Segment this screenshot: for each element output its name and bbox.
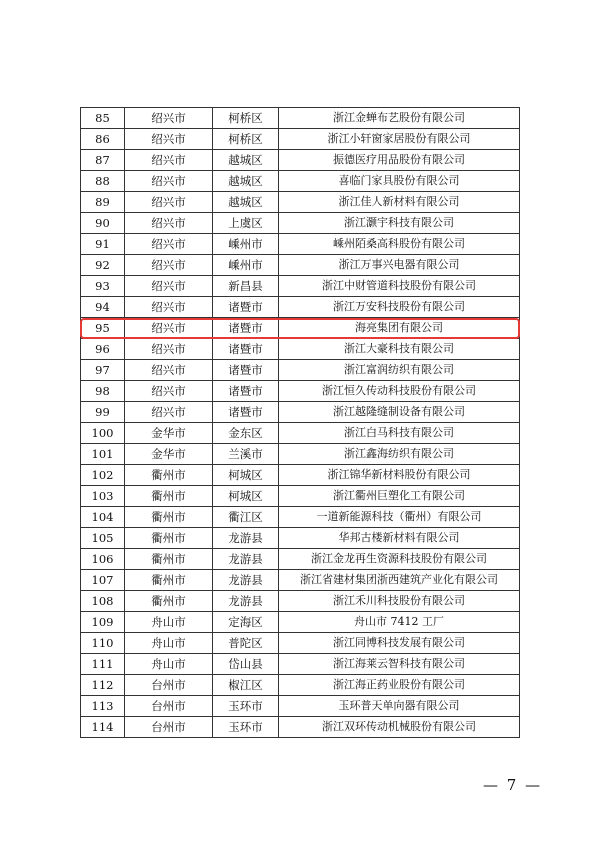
district-cell: 新昌县 — [213, 276, 279, 297]
row-number-cell: 86 — [81, 129, 125, 150]
city-cell: 台州市 — [125, 717, 213, 738]
row-number-cell: 112 — [81, 675, 125, 696]
city-cell: 舟山市 — [125, 654, 213, 675]
company-name-cell: 玉环普天单向器有限公司 — [279, 696, 520, 717]
table-row — [81, 276, 520, 297]
row-number-cell: 108 — [81, 591, 125, 612]
district-cell: 柯桥区 — [213, 129, 279, 150]
district-cell: 越城区 — [213, 192, 279, 213]
company-name-cell: 浙江越隆缝制设备有限公司 — [279, 402, 520, 423]
row-number-cell: 96 — [81, 339, 125, 360]
district-cell: 龙游县 — [213, 549, 279, 570]
company-name-cell: 海亮集团有限公司 — [279, 318, 520, 339]
district-cell: 越城区 — [213, 171, 279, 192]
city-cell: 绍兴市 — [125, 318, 213, 339]
company-name-cell: 浙江省建材集团浙西建筑产业化有限公司 — [279, 570, 520, 591]
table-row — [81, 150, 520, 171]
city-cell: 绍兴市 — [125, 276, 213, 297]
table-row — [81, 213, 520, 234]
row-number-cell: 105 — [81, 528, 125, 549]
city-cell: 绍兴市 — [125, 381, 213, 402]
city-cell: 绍兴市 — [125, 339, 213, 360]
table-row — [81, 108, 520, 129]
row-number-cell: 103 — [81, 486, 125, 507]
company-name-cell: 浙江衢州巨塑化工有限公司 — [279, 486, 520, 507]
district-cell: 嵊州市 — [213, 255, 279, 276]
row-number-cell: 102 — [81, 465, 125, 486]
city-cell: 绍兴市 — [125, 171, 213, 192]
district-cell: 诸暨市 — [213, 318, 279, 339]
table-row — [81, 717, 520, 738]
district-cell: 柯桥区 — [213, 108, 279, 129]
city-cell: 绍兴市 — [125, 402, 213, 423]
company-name-cell: 浙江万安科技股份有限公司 — [279, 297, 520, 318]
company-name-cell: 浙江恒久传动科技股份有限公司 — [279, 381, 520, 402]
district-cell: 上虞区 — [213, 213, 279, 234]
district-cell: 嵊州市 — [213, 234, 279, 255]
row-number-cell: 101 — [81, 444, 125, 465]
row-number-cell: 85 — [81, 108, 125, 129]
city-cell: 衢州市 — [125, 591, 213, 612]
row-number-cell: 114 — [81, 717, 125, 738]
table-row — [81, 234, 520, 255]
city-cell: 衢州市 — [125, 486, 213, 507]
district-cell: 金东区 — [213, 423, 279, 444]
table-row — [81, 612, 520, 633]
table-row — [81, 675, 520, 696]
city-cell: 舟山市 — [125, 612, 213, 633]
row-number-cell: 93 — [81, 276, 125, 297]
company-name-cell: 嵊州陌桑高科股份有限公司 — [279, 234, 520, 255]
city-cell: 衢州市 — [125, 507, 213, 528]
table-row — [81, 486, 520, 507]
table-row — [81, 192, 520, 213]
table-body — [81, 108, 520, 738]
table-row — [81, 696, 520, 717]
district-cell: 普陀区 — [213, 633, 279, 654]
city-cell: 台州市 — [125, 696, 213, 717]
row-number-cell: 100 — [81, 423, 125, 444]
district-cell: 诸暨市 — [213, 381, 279, 402]
row-number-cell: 107 — [81, 570, 125, 591]
company-name-cell: 浙江灏宇科技有限公司 — [279, 213, 520, 234]
city-cell: 绍兴市 — [125, 360, 213, 381]
city-cell: 金华市 — [125, 444, 213, 465]
page-number: — 7 — — [483, 776, 543, 794]
table-row — [81, 465, 520, 486]
district-cell: 柯城区 — [213, 465, 279, 486]
company-name-cell: 浙江佳人新材料有限公司 — [279, 192, 520, 213]
city-cell: 衢州市 — [125, 549, 213, 570]
row-number-cell: 110 — [81, 633, 125, 654]
district-cell: 衢江区 — [213, 507, 279, 528]
district-cell: 越城区 — [213, 150, 279, 171]
table-row — [81, 507, 520, 528]
row-number-cell: 109 — [81, 612, 125, 633]
district-cell: 诸暨市 — [213, 360, 279, 381]
city-cell: 绍兴市 — [125, 150, 213, 171]
district-cell: 诸暨市 — [213, 339, 279, 360]
district-cell: 诸暨市 — [213, 297, 279, 318]
city-cell: 绍兴市 — [125, 108, 213, 129]
company-name-cell: 浙江中财管道科技股份有限公司 — [279, 276, 520, 297]
city-cell: 舟山市 — [125, 633, 213, 654]
company-name-cell: 浙江大豪科技有限公司 — [279, 339, 520, 360]
city-cell: 绍兴市 — [125, 213, 213, 234]
row-number-cell: 89 — [81, 192, 125, 213]
company-name-cell: 浙江海莱云智科技有限公司 — [279, 654, 520, 675]
company-table — [80, 107, 520, 738]
table-row — [81, 381, 520, 402]
company-name-cell: 浙江禾川科技股份有限公司 — [279, 591, 520, 612]
table-row — [81, 570, 520, 591]
row-number-cell: 99 — [81, 402, 125, 423]
company-name-cell: 浙江锦华新材料股份有限公司 — [279, 465, 520, 486]
company-name-cell: 一道新能源科技（衢州）有限公司 — [279, 507, 520, 528]
table-row — [81, 360, 520, 381]
table-row — [81, 591, 520, 612]
table-row — [81, 633, 520, 654]
table-row — [81, 129, 520, 150]
row-number-cell: 113 — [81, 696, 125, 717]
company-name-cell: 浙江同博科技发展有限公司 — [279, 633, 520, 654]
company-name-cell: 浙江白马科技有限公司 — [279, 423, 520, 444]
company-name-cell: 浙江双环传动机械股份有限公司 — [279, 717, 520, 738]
city-cell: 台州市 — [125, 675, 213, 696]
row-number-cell: 97 — [81, 360, 125, 381]
company-name-cell: 华邦古楼新材料有限公司 — [279, 528, 520, 549]
company-name-cell: 浙江小轩窗家居股份有限公司 — [279, 129, 520, 150]
row-number-cell: 98 — [81, 381, 125, 402]
company-name-cell: 喜临门家具股份有限公司 — [279, 171, 520, 192]
city-cell: 绍兴市 — [125, 192, 213, 213]
city-cell: 绍兴市 — [125, 129, 213, 150]
district-cell: 兰溪市 — [213, 444, 279, 465]
city-cell: 衢州市 — [125, 528, 213, 549]
row-number-cell: 111 — [81, 654, 125, 675]
city-cell: 绍兴市 — [125, 234, 213, 255]
district-cell: 椒江区 — [213, 675, 279, 696]
district-cell: 诸暨市 — [213, 402, 279, 423]
district-cell: 龙游县 — [213, 528, 279, 549]
city-cell: 衢州市 — [125, 465, 213, 486]
table-row — [81, 444, 520, 465]
district-cell: 龙游县 — [213, 591, 279, 612]
city-cell: 衢州市 — [125, 570, 213, 591]
city-cell: 绍兴市 — [125, 297, 213, 318]
row-number-cell: 104 — [81, 507, 125, 528]
table-row — [81, 549, 520, 570]
company-name-cell: 浙江富润纺织有限公司 — [279, 360, 520, 381]
row-number-cell: 92 — [81, 255, 125, 276]
table-row — [81, 528, 520, 549]
district-cell: 岱山县 — [213, 654, 279, 675]
company-name-cell: 振德医疗用品股份有限公司 — [279, 150, 520, 171]
row-number-cell: 88 — [81, 171, 125, 192]
city-cell: 绍兴市 — [125, 255, 213, 276]
company-name-cell: 浙江万事兴电器有限公司 — [279, 255, 520, 276]
row-number-cell: 91 — [81, 234, 125, 255]
company-name-cell: 舟山市 7412 工厂 — [279, 612, 520, 633]
district-cell: 玉环市 — [213, 717, 279, 738]
city-cell: 金华市 — [125, 423, 213, 444]
row-number-cell: 90 — [81, 213, 125, 234]
row-number-cell: 95 — [81, 318, 125, 339]
table-row — [81, 255, 520, 276]
table-row — [81, 171, 520, 192]
district-cell: 龙游县 — [213, 570, 279, 591]
district-cell: 柯城区 — [213, 486, 279, 507]
company-name-cell: 浙江鑫海纺织有限公司 — [279, 444, 520, 465]
district-cell: 定海区 — [213, 612, 279, 633]
table-row — [81, 654, 520, 675]
company-name-cell: 浙江海正药业股份有限公司 — [279, 675, 520, 696]
table-row — [81, 423, 520, 444]
table-row — [81, 297, 520, 318]
row-number-cell: 87 — [81, 150, 125, 171]
row-number-cell: 106 — [81, 549, 125, 570]
row-number-cell: 94 — [81, 297, 125, 318]
table-row — [81, 318, 520, 339]
table-row — [81, 402, 520, 423]
district-cell: 玉环市 — [213, 696, 279, 717]
company-name-cell: 浙江金龙再生资源科技股份有限公司 — [279, 549, 520, 570]
table-row — [81, 339, 520, 360]
company-name-cell: 浙江金蝉布艺股份有限公司 — [279, 108, 520, 129]
